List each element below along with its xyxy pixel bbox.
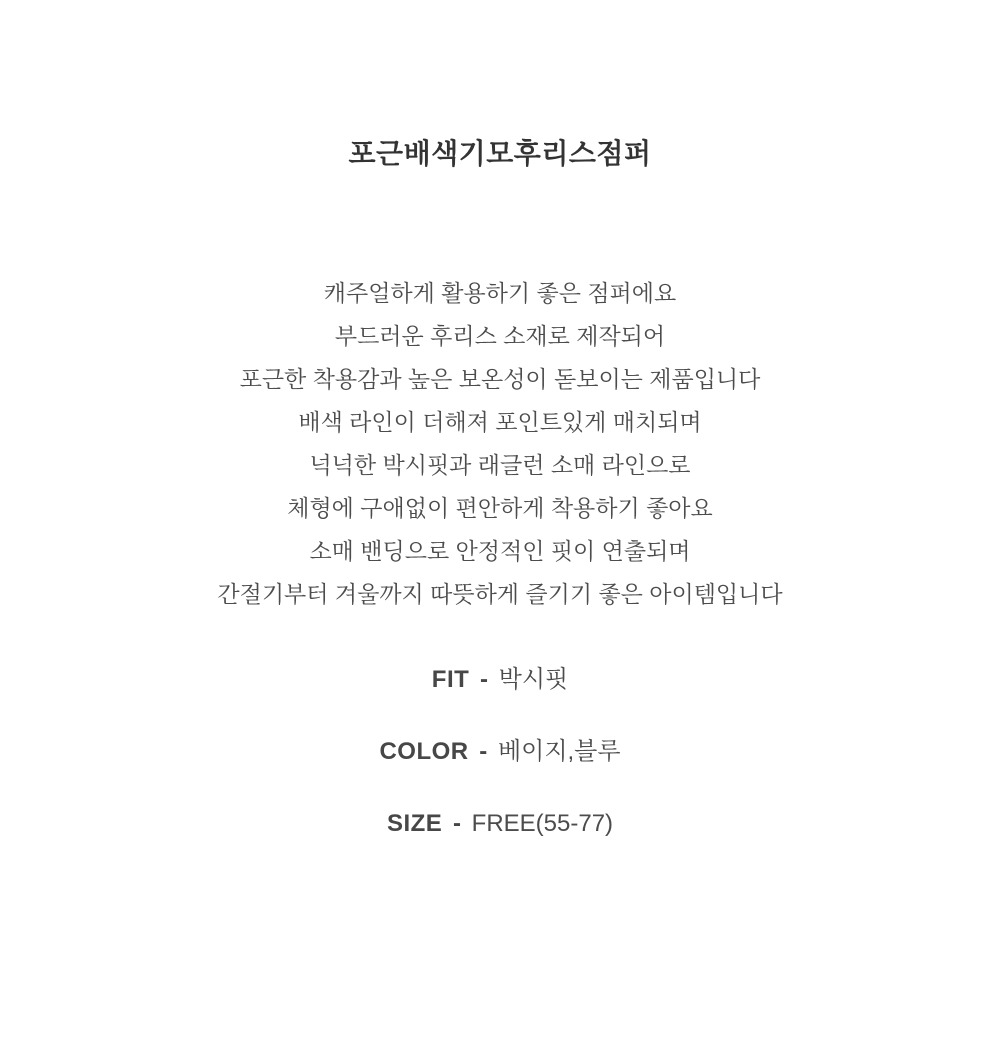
description-line: 배색 라인이 더해져 포인트있게 매치되며 xyxy=(298,409,702,435)
spec-fit-label: FIT xyxy=(431,666,470,693)
product-description xyxy=(0,272,1000,616)
spec-color-separator: - xyxy=(479,738,488,765)
description-line: 넉넉한 박시핏과 래글런 소매 라인으로 xyxy=(309,452,691,478)
description-line: 부드러운 후리스 소재로 제작되어 xyxy=(334,323,666,349)
spec-color-value: 베이지,블루 xyxy=(497,738,621,765)
description-line: 캐주얼하게 활용하기 좋은 점퍼에요 xyxy=(323,280,677,306)
product-title: 포근배색기모후리스점퍼 xyxy=(348,138,652,169)
spec-fit-separator: - xyxy=(479,666,488,693)
spec-color xyxy=(0,730,1000,773)
description-line: 포근한 착용감과 높은 보온성이 돋보이는 제품입니다 xyxy=(239,366,761,392)
spec-color-label: COLOR xyxy=(379,738,469,765)
spec-fit xyxy=(0,658,1000,701)
spec-size-value: FREE(55-77) xyxy=(471,810,614,837)
spec-size-label: SIZE xyxy=(386,810,443,837)
spec-size-separator: - xyxy=(452,810,461,837)
spec-fit-value: 박시핏 xyxy=(498,666,569,693)
description-line: 간절기부터 겨울까지 따뜻하게 즐기기 좋은 아이템입니다 xyxy=(217,581,783,607)
description-line: 체형에 구애없이 편안하게 착용하기 좋아요 xyxy=(287,495,713,521)
spec-size xyxy=(0,802,1000,845)
description-line: 소매 밴딩으로 안정적인 핏이 연출되며 xyxy=(309,538,691,564)
product-specs xyxy=(0,658,1000,845)
